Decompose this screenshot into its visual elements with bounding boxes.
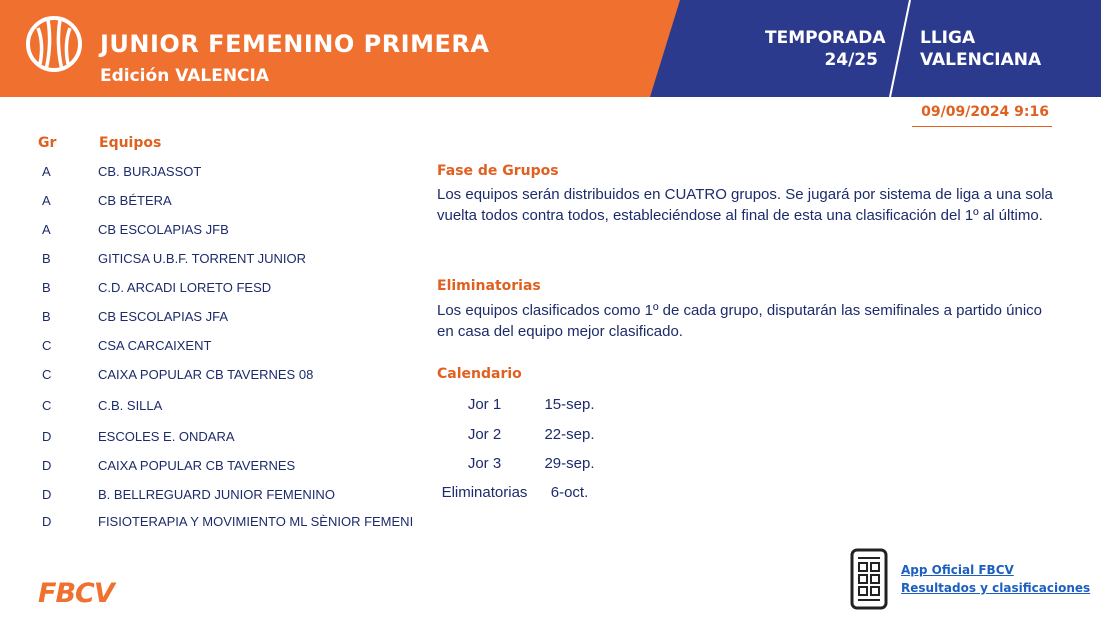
page-title: JUNIOR FEMENINO PRIMERA (100, 30, 490, 58)
team-cell: FISIOTERAPIA Y MOVIMIENTO ML SÈNIOR FEMENI (98, 514, 414, 529)
group-cell: C (42, 338, 52, 353)
team-cell: C.B. SILLA (98, 398, 163, 413)
season-label (765, 27, 886, 71)
smartphone-icon[interactable] (850, 548, 888, 610)
team-cell: GITICSA U.B.F. TORRENT JUNIOR (98, 251, 307, 266)
date-cell: 29-sep. (544, 455, 595, 472)
playoffs-section-body: Los equipos clasificados como 1º de cada grupo, disputarán las semifinales a partido único en casa del equipo mejor clasificado. (437, 302, 1043, 340)
team-cell: C.D. ARCADI LORETO FESD (98, 280, 272, 295)
group-cell: D (42, 514, 52, 529)
league-label-line2: VALENCIANA (920, 50, 1042, 70)
date-cell: 6-oct. (550, 484, 589, 501)
calendar-section-title: Calendario (437, 366, 522, 382)
league-label (920, 27, 1041, 71)
team-cell: CB. BURJASSOT (98, 164, 202, 179)
group-cell: A (42, 222, 51, 237)
season-label-line2: 24/25 (824, 50, 878, 70)
round-cell: Jor 1 (467, 396, 502, 413)
group-column-header: Gr (38, 135, 57, 151)
app-link[interactable] (901, 561, 1090, 597)
header-divider (888, 0, 918, 97)
group-cell: B (42, 280, 51, 295)
group-cell: A (42, 193, 51, 208)
league-label-line1: LLIGA (920, 28, 976, 48)
teams-column-header: Equipos (99, 135, 162, 151)
round-cell: Jor 2 (467, 426, 502, 443)
app-link-line1[interactable]: App Oficial FBCV (901, 563, 1014, 577)
groups-section-title: Fase de Grupos (437, 163, 559, 179)
group-cell: A (42, 164, 51, 179)
date-cell: 15-sep. (544, 396, 595, 413)
date-cell: 22-sep. (544, 426, 595, 443)
group-cell: D (42, 487, 52, 502)
team-cell: CB ESCOLAPIAS JFB (98, 222, 229, 237)
group-cell: D (42, 458, 52, 473)
fbcv-logo: FBCV (38, 578, 114, 609)
group-cell: C (42, 367, 52, 382)
round-cell: Eliminatorias (441, 484, 528, 501)
season-label-line1: TEMPORADA (765, 28, 886, 48)
team-cell: ESCOLES E. ONDARA (98, 429, 235, 444)
round-cell: Jor 3 (467, 455, 502, 472)
basketball-icon (24, 14, 84, 74)
group-cell: C (42, 398, 52, 413)
group-cell: B (42, 251, 51, 266)
groups-section-body: Los equipos serán distribuidos en CUATRO grupos. Se jugará por sistema de liga a una sola vuelta todos contra todos, estableciéndose al final de esta una clasificación del 1º al último. (437, 186, 1053, 224)
team-cell: CAIXA POPULAR CB TAVERNES (98, 458, 296, 473)
timestamp: 09/09/2024 9:16 (921, 104, 1049, 120)
team-cell: CB BÉTERA (98, 193, 172, 208)
group-cell: B (42, 309, 51, 324)
group-cell: D (42, 429, 52, 444)
timestamp-underline (912, 126, 1052, 127)
page-subtitle: Edición VALENCIA (100, 66, 270, 86)
team-cell: B. BELLREGUARD JUNIOR FEMENINO (98, 487, 335, 502)
team-cell: CAIXA POPULAR CB TAVERNES 08 (98, 367, 314, 382)
playoffs-section-title: Eliminatorias (437, 278, 541, 294)
app-link-line2[interactable]: Resultados y clasificaciones (901, 581, 1091, 595)
team-cell: CSA CARCAIXENT (98, 338, 212, 353)
team-cell: CB ESCOLAPIAS JFA (98, 309, 229, 324)
